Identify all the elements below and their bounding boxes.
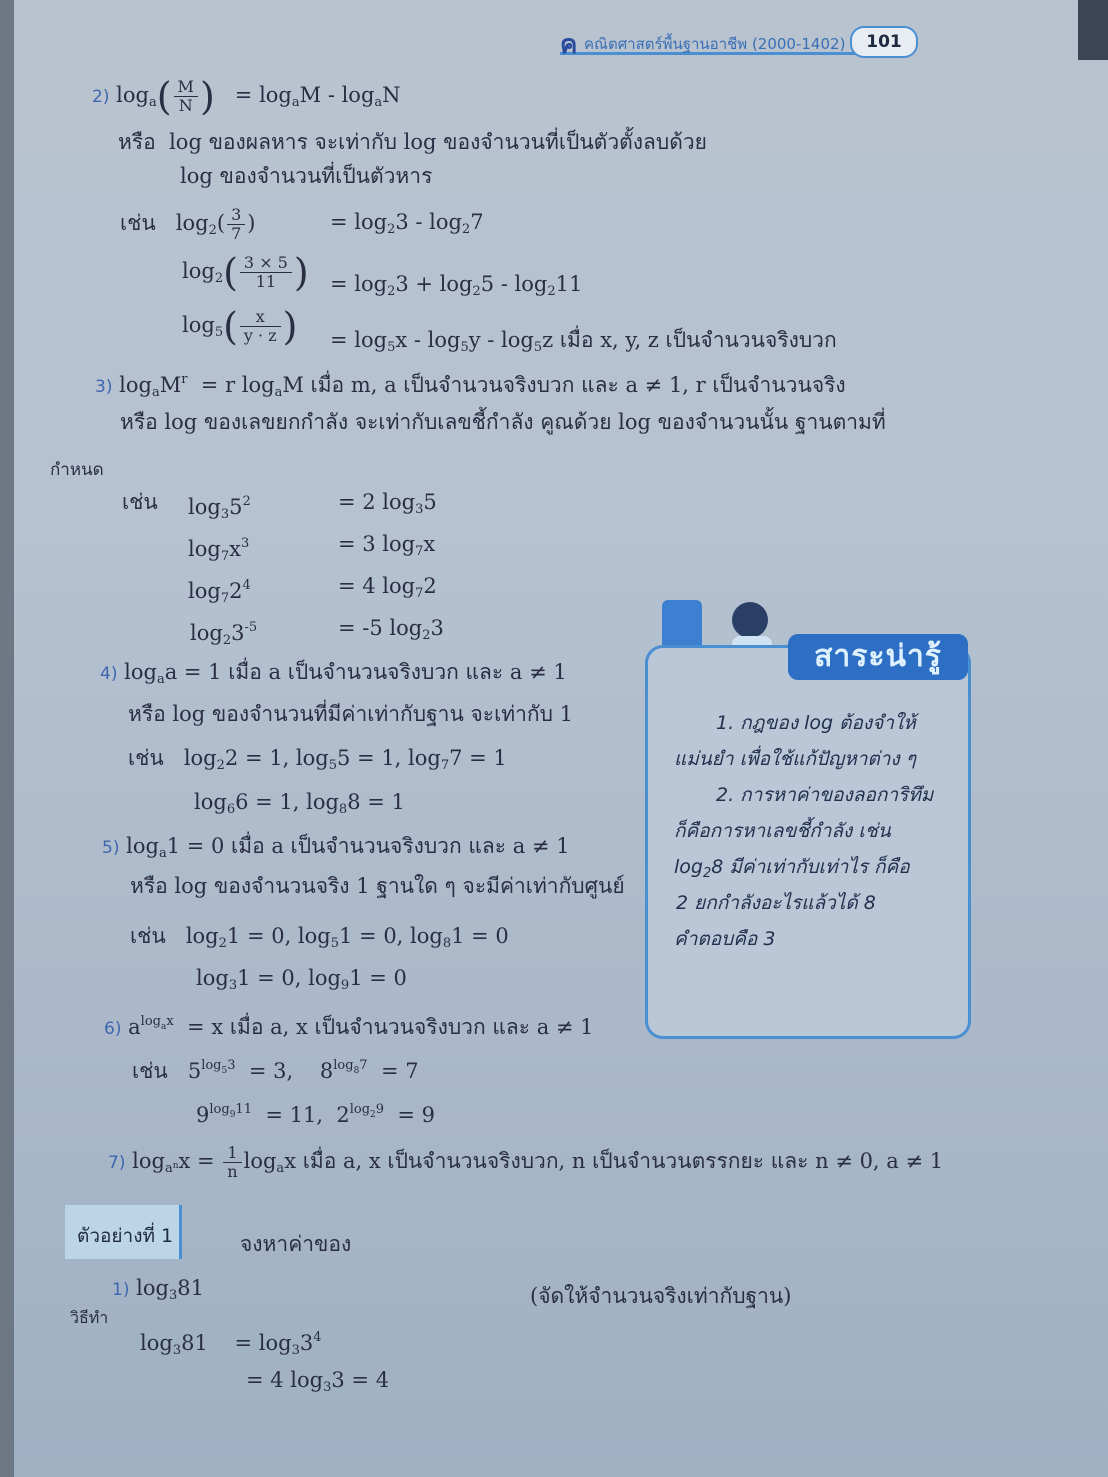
base: 2 <box>208 223 217 238</box>
denominator: 7 <box>231 224 242 243</box>
exponent: n <box>172 1161 179 1171</box>
base: 3 <box>291 1343 300 1358</box>
base: 3 <box>323 1380 332 1395</box>
rule-3-example-2-rhs <box>338 532 435 564</box>
or-label: หรือ <box>118 130 156 154</box>
base: 8 <box>338 802 348 817</box>
solution-label: วิธีทำ <box>70 1308 109 1327</box>
paren-open: ( <box>223 250 238 295</box>
formula-text: a = 1 เมื่อ a เป็นจำนวนจริงบวก และ a ≠ 1 <box>164 660 567 684</box>
exponent: 4 <box>313 1330 322 1345</box>
example-label: เช่น <box>128 746 164 770</box>
term: 5 <box>423 490 437 514</box>
rule-number: 2) <box>92 87 110 107</box>
base: 2 <box>461 222 471 237</box>
rhs: = 2 log <box>338 490 416 514</box>
exponent: 2 <box>242 494 251 509</box>
exponent: r <box>181 372 188 387</box>
base: 7 <box>440 758 450 773</box>
term: 3 = 4 <box>331 1368 390 1392</box>
note-line-5 <box>674 852 910 882</box>
term: 6 = 1, log <box>235 790 339 814</box>
rule-number: 5) <box>102 838 120 858</box>
description: log ของผลหาร จะเท่ากับ log ของจำนวนที่เป็นตัวตั้งลบด้วย <box>169 130 707 154</box>
rule-4-desc: หรือ log ของจำนวนที่มีค่าเท่ากับฐาน จะเท่ากับ 1 <box>128 702 573 726</box>
rhs: = log <box>234 1331 292 1355</box>
term: 5 - log <box>480 272 548 296</box>
base: 2 <box>370 1110 376 1120</box>
rule-6-example-1: เช่น $5^{log_53} = 3$, $8^{log_87} = 7$ <box>132 1058 419 1083</box>
term: 1 = 0 <box>451 924 509 948</box>
fraction <box>227 206 245 243</box>
log-text: log <box>674 856 703 878</box>
base: 5 <box>221 1066 228 1076</box>
base: 5 <box>214 325 224 340</box>
base: 9 <box>340 978 350 993</box>
base: 5 <box>460 340 469 355</box>
term: 1 = 0, log <box>339 924 443 948</box>
fraction <box>240 308 281 345</box>
term: 7 <box>470 210 484 234</box>
rule-3-example-2: $\log_7x^3$ <box>188 536 250 564</box>
numerator: M <box>174 78 198 97</box>
paren-close: ) <box>293 250 309 295</box>
rule-2-example-1-rhs <box>330 210 484 242</box>
page-number: 101 <box>850 26 918 58</box>
base: 2 <box>218 936 227 951</box>
example-title: ตัวอย่างที่ 1 <box>77 1225 174 1247</box>
exponent: log53 <box>201 1058 236 1076</box>
paren-open: ( <box>223 304 238 349</box>
base: 2 <box>472 284 481 299</box>
example-label: เช่น <box>130 924 166 948</box>
fraction <box>240 254 292 291</box>
exponent: logax <box>140 1014 174 1032</box>
rule-2-example-1: เช่น $\log_2$( $\frac{3}{7}$ ) <box>120 205 256 243</box>
example-prompt: จงหาค่าของ <box>240 1232 352 1256</box>
term: 7 = 1 <box>449 746 507 770</box>
term: 1 = 0, log <box>226 924 331 948</box>
example-label: เช่น <box>120 211 156 235</box>
base: a <box>276 1161 285 1176</box>
rule-number: 4) <box>100 664 118 684</box>
rule-2-example-2-rhs <box>330 272 582 304</box>
exponent: log29 <box>349 1102 385 1120</box>
argument: x <box>229 537 241 561</box>
rule-6-example-2: $9^{log_911} = 11$, $2^{log_29} = 9$ <box>196 1102 436 1127</box>
term: 3 <box>430 616 444 640</box>
note-line-2: แม่นยำ เพื่อใช้แก้ปัญหาต่าง ๆ <box>674 748 916 770</box>
rhs: = -5 log <box>338 616 423 640</box>
base: 3 <box>172 1343 182 1358</box>
page-corner-shadow <box>1078 0 1108 60</box>
term: = 7 <box>380 1059 419 1083</box>
example-item-1: 1) $\log_381$ <box>112 1276 204 1303</box>
exponent: log911 <box>209 1102 252 1120</box>
formula-text: 1 = 0 เมื่อ a เป็นจำนวนจริงบวก และ a ≠ 1 <box>166 834 570 858</box>
term: x <box>423 532 436 556</box>
exponent: log87 <box>333 1058 368 1076</box>
term: 8 = 1 <box>347 790 405 814</box>
base: 2 <box>222 633 232 648</box>
rule-5-desc: หรือ log ของจำนวนจริง 1 ฐานใด ๆ จะมีค่าเท่ากับศูนย์ <box>130 874 625 898</box>
rule-2-desc-2: log ของจำนวนที่เป็นตัวหาร <box>180 164 433 188</box>
condition: M เมื่อ m, a เป็นจำนวนจริงบวก และ a ≠ 1, r เป็นจำนวนจริง <box>282 373 846 397</box>
base: a <box>160 1022 167 1032</box>
note-line-3: 2. การหาค่าของลอการิทึม <box>716 784 934 806</box>
note-line-6: 2 ยกกำลังอะไรแล้วได้ 8 <box>676 892 876 914</box>
rule-6-formula: 6) $a^{log_ax} = x$ เมื่อ a, x เป็นจำนวนจริงบวก และ a ≠ 1 <box>104 1014 594 1039</box>
numerator: x <box>240 308 281 327</box>
term: 5 = 1, log <box>337 746 441 770</box>
term: z เมื่อ x, y, z เป็นจำนวนจริงบวก <box>542 328 837 352</box>
example-label-box <box>65 1205 182 1259</box>
rule-number: 6) <box>104 1019 122 1039</box>
rhs: = 3 log <box>338 532 416 556</box>
rule-2-example-3-rhs <box>330 328 837 360</box>
argument: 81 <box>177 1276 204 1300</box>
rule-7-formula: 7) $\log_{a^n}x$ = $\frac{1}{n}$ $\log_ax$ เมื่อ a, x เป็นจำนวนจริงบวก, n เป็นจำนวนตรรกยะ และ n ≠ 0, a ≠ 1 <box>108 1143 944 1181</box>
base: 7 <box>220 549 230 564</box>
argument: 5 <box>229 495 243 519</box>
denominator: n <box>227 1162 238 1181</box>
rule-5-example-2: $\log_31 = 0$, $\log_91 = 0$ <box>196 966 407 993</box>
rule-4-formula: 4) $\log_aa = 1$ เมื่อ a เป็นจำนวนจริงบวก และ a ≠ 1 <box>100 660 567 687</box>
term: x - log <box>395 328 461 352</box>
rhs: = 4 log <box>246 1368 324 1392</box>
exponent: 4 <box>242 578 251 593</box>
base: 3 <box>168 1288 178 1303</box>
rule-3-desc-2: กำหนด <box>50 460 104 480</box>
argument: 2 <box>229 579 243 603</box>
header-title: คณิตศาสตร์พื้นฐานอาชีพ (2000-1402) <box>584 35 846 53</box>
rhs-text: = log <box>234 83 292 107</box>
base: 2 <box>216 758 225 773</box>
student-head <box>732 602 768 638</box>
rule-5-formula: 5) $\log_a1 = 0$ เมื่อ a เป็นจำนวนจริงบวก และ a ≠ 1 <box>102 834 570 861</box>
rule-5-example-1: เช่น $\log_21 = 0$, $\log_51 = 0$, $\log_81 = 0$ <box>130 924 509 951</box>
term: 3 - log <box>395 210 462 234</box>
rule-number: 3) <box>95 377 113 397</box>
rule-3-example-3-rhs <box>338 574 437 606</box>
rule-3-example-4: $\log_23^{-5}$ <box>190 620 258 648</box>
term: 11 <box>555 272 583 296</box>
base: 2 <box>214 271 224 286</box>
log-base: a <box>148 95 157 110</box>
base: 7 <box>415 586 424 601</box>
term: 3 <box>299 1331 314 1355</box>
numerator: 1 <box>223 1144 241 1163</box>
hint-text: (จัดให้จำนวนจริงเท่ากับฐาน) <box>530 1284 792 1308</box>
rhs: = log <box>330 210 388 234</box>
rule-2-example-2: $\log_2$( $\frac{3 \times 5}{11}$ ) <box>182 250 309 295</box>
numerator: 3 <box>227 206 245 225</box>
rule-3-example-3: $\log_72^4$ <box>188 578 251 606</box>
argument: 3 <box>231 621 245 645</box>
rule-2-desc-1 <box>118 130 707 154</box>
base: 3 <box>228 978 238 993</box>
base: a <box>274 385 283 400</box>
base: 3 <box>220 507 230 522</box>
paren-close: ) <box>282 304 298 349</box>
rule-3-formula: 3) $\log_aM^r = r$ $\log_aM$ เมื่อ m, a เป็นจำนวนจริงบวก และ a ≠ 1, r เป็นจำนวนจริง <box>95 372 846 400</box>
rule-2-example-3: $\log_5$( $\frac{x}{y \cdot z}$ ) <box>182 304 298 349</box>
did-you-know-banner: สาระน่ารู้ <box>788 634 968 680</box>
note-text: มีค่าเท่ากับเท่าไร ก็คือ <box>729 856 910 878</box>
note-line-4: ก็คือการหาเลขชี้กำลัง เช่น <box>674 820 891 842</box>
base: 7 <box>220 591 230 606</box>
paren-open: ( <box>156 74 172 119</box>
denominator: N <box>178 96 193 115</box>
did-you-know-box <box>645 639 971 1039</box>
term: 1 = 0 <box>349 966 407 990</box>
solution-step-1: $\log_381$ = $\log_33^4$ <box>140 1330 322 1358</box>
term: 1 = 0, log <box>237 966 341 990</box>
base: 9 <box>229 1110 236 1120</box>
term: = 9 <box>397 1103 436 1127</box>
fraction <box>223 1144 241 1181</box>
rule-3-example-1-rhs <box>338 490 437 522</box>
rhs: = 4 log <box>338 574 416 598</box>
rhs-end: N <box>382 83 401 107</box>
denominator: 11 <box>255 272 277 291</box>
rule-3-desc-1: หรือ log ของเลขยกกำลัง จะเท่ากับเลขชี้กำลัง คูณด้วย log ของจำนวนนั้น ฐานตามที่ <box>120 410 886 434</box>
rhs-base: a <box>291 95 300 110</box>
base: a <box>156 672 165 687</box>
numerator: 3 × 5 <box>240 254 292 273</box>
log-text: log <box>116 83 149 107</box>
base: 2 <box>387 222 396 237</box>
base: 5 <box>328 758 338 773</box>
base: 5 <box>387 340 396 355</box>
paren-close: ) <box>199 74 215 119</box>
base: 6 <box>226 802 236 817</box>
rule-4-example-2: $\log_66 = 1$, $\log_88 = 1$ <box>194 790 405 817</box>
denominator: y · z <box>243 326 277 345</box>
example-label: เช่น <box>132 1059 168 1083</box>
note-line-1: 1. กฎของ log ต้องจำให้ <box>716 712 916 734</box>
base: an <box>164 1161 179 1176</box>
term: 2 = 1, log <box>224 746 329 770</box>
exponent: 3 <box>240 536 250 551</box>
base: 5 <box>330 936 340 951</box>
argument: 8 <box>711 856 724 878</box>
base: 8 <box>353 1066 360 1076</box>
rhs-tail: M - log <box>299 83 375 107</box>
item-number: 1) <box>112 1280 130 1300</box>
rule-3-example-1: $\log_35^2$ <box>188 494 251 522</box>
note-line-7: คำตอบคือ 3 <box>674 928 776 950</box>
condition: เมื่อ a, x เป็นจำนวนจริงบวก, n เป็นจำนวนตรรกยะ และ n ≠ 0, a ≠ 1 <box>302 1149 944 1173</box>
term: 3 + log <box>395 272 473 296</box>
base: 2 <box>702 866 712 881</box>
base: a <box>151 385 160 400</box>
rule-4-example-1: เช่น $\log_22 = 1$, $\log_55 = 1$, $\log_77 = 1$ <box>128 746 507 773</box>
formula-text: = x เมื่อ a, x เป็นจำนวนจริงบวก และ a ≠ 1 <box>187 1015 594 1039</box>
rhs: = r log <box>200 373 275 397</box>
rule-number: 7) <box>108 1153 126 1173</box>
rhs-base-2: a <box>374 95 383 110</box>
rule-3-example-4-rhs <box>338 616 444 648</box>
base: 3 <box>415 502 424 517</box>
solution-step-2 <box>246 1368 389 1400</box>
exponent: -5 <box>244 620 258 635</box>
rhs: = log <box>330 272 388 296</box>
rule-3-example-label: เช่น <box>122 490 158 514</box>
rule-2-formula <box>92 74 401 119</box>
term: = 11, <box>265 1103 323 1127</box>
base: 2 <box>547 284 556 299</box>
header-logo: ค <box>560 30 578 60</box>
base: 2 <box>387 284 396 299</box>
rhs: = log <box>330 328 388 352</box>
term: 2 <box>423 574 437 598</box>
base: 2 <box>422 628 431 643</box>
page-header <box>560 20 920 60</box>
base: a <box>158 846 167 861</box>
book-spine <box>0 0 14 1477</box>
term: = 3, <box>248 1059 294 1083</box>
fraction <box>174 78 198 115</box>
term: y - log <box>468 328 534 352</box>
base: 8 <box>442 936 452 951</box>
base: 7 <box>415 544 424 559</box>
base: 5 <box>533 340 543 355</box>
